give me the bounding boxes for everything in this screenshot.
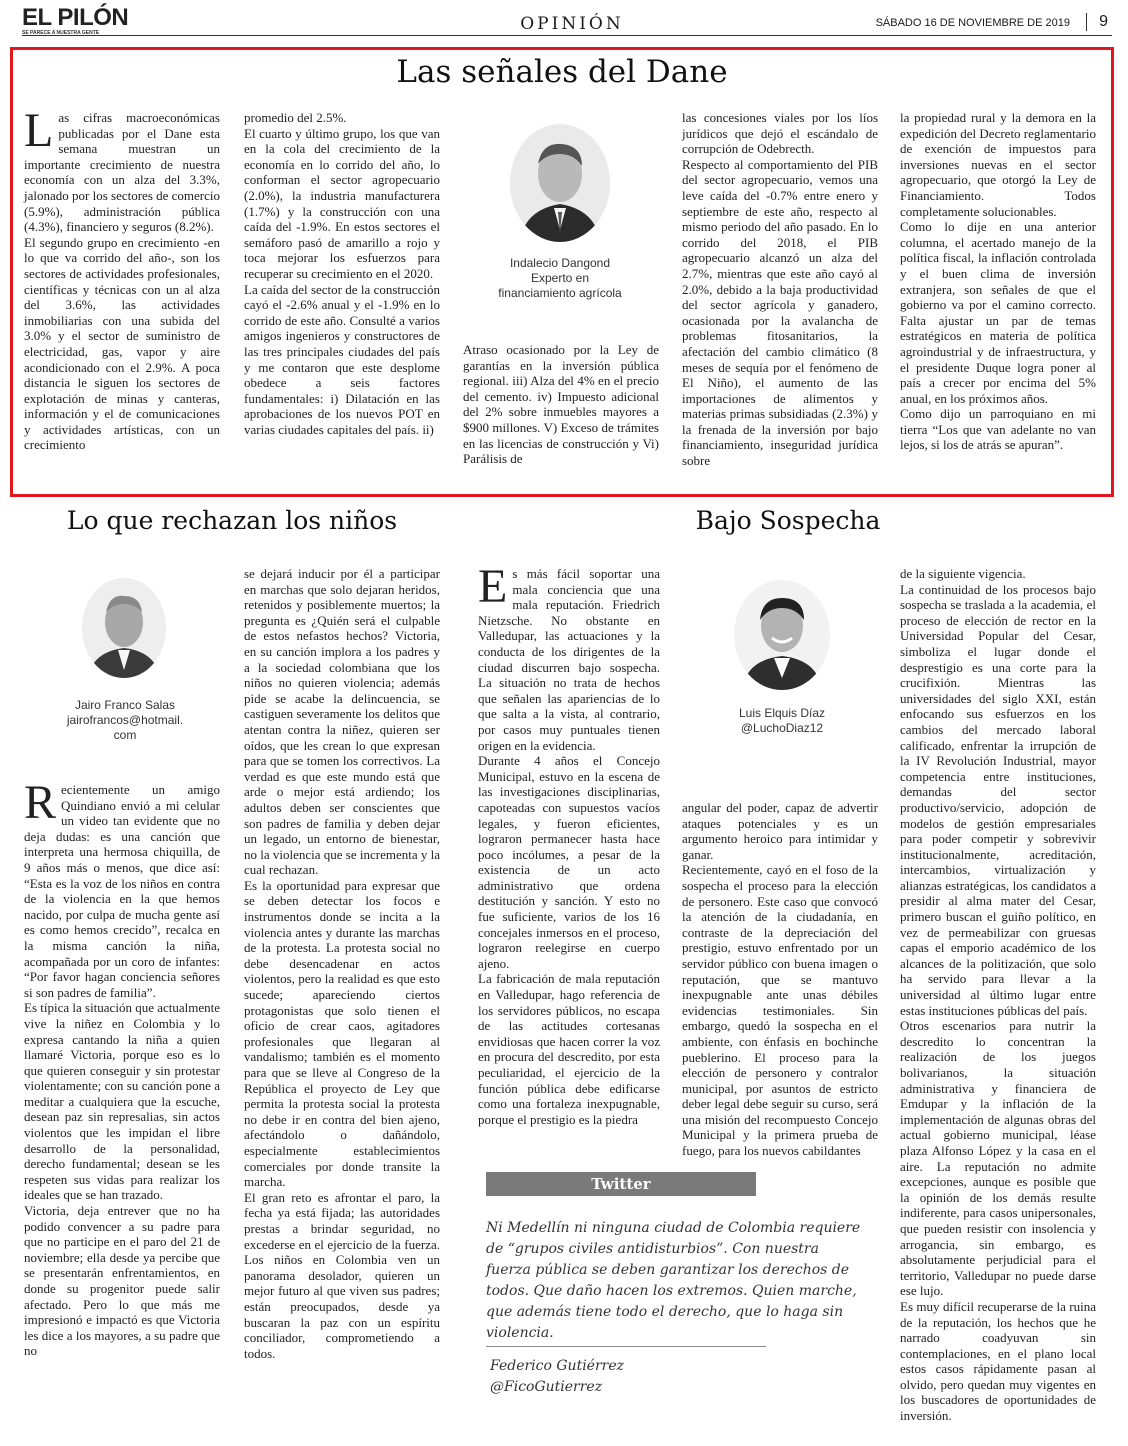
paragraph: angular del poder, capaz de advertir ataques potenciales y es un argumento heroico para intimidar y ganar. [682,800,878,862]
author-photo [734,580,830,690]
issue-date: SÁBADO 16 DE NOVIEMBRE DE 2019 [875,17,1070,29]
paragraph: ecientemente un amigo Quindiano envió a mi celular un video tan evidente que no deja dudas: es una canción que interpreta una hermosa chiquilla, de 9 años más o menos, que dice así: “Esta es la voz de los niños en contra de la violencia en la que hemos nacido, por culpa de mucha gente así es como hemos crecido”, recalca en la misma canción la niña, acompañada por un coro de infantes: “Por favor hagan conciencia señores si son padres de familia”. [24,782,220,1000]
paragraph: las concesiones viales por los líos jurídicos que dejó el escándalo de corrupción de Odebrecth. [682,110,878,157]
tweet-author [490,1356,624,1398]
article-column [463,342,659,467]
paragraph: Victoria, deja entrever que no ha podido convencer a su padre para que no participe en el paro del 21 de noviembre; ella desde ya percibe que se presentarán enfrentamientos, en donde su progenitor puede salir afectado. Pero lo que más me impresionó e impactó es que Victoria les dice a los mayores, a su padre que no [24,1203,220,1359]
article-column [478,560,660,1127]
page-number: 9 [1086,13,1108,31]
author-caption [712,706,852,736]
drop-cap: E [478,560,508,613]
article-column [682,110,878,469]
divider [486,1346,766,1347]
drop-cap: L [24,104,54,157]
section-name: OPINIÓN [520,14,624,34]
paragraph: El cuarto y último grupo, los que van en la cola del crecimiento de la economía en lo corrido del año, lo conforman el sector agropecuario (2.0%), la industria manufacturera (1.7%) y la construcción con una caída del -1.9%. En estos sectores el semáforo pasó de amarillo a rojo y toca mejorar los esfuerzos para recuperar su crecimiento en el 2020. [244,125,440,281]
paragraph: La fabricación de mala reputación en Valledupar, hago referencia de los servidores públicos, no escapa de las actitudes cortesanas envidiosas que hacen correr la voz en procura del descredito, por esta peculiaridad, el ejercicio de la función pública debe edificarse como una fortaleza inexpugnable, porque el prestigio es la piedra [478,971,660,1127]
article-title: Bajo Sospecha [695,506,881,535]
article-column [900,566,1096,1424]
paragraph: Otros escenarios para nutrir la descredito lo concentran la realización de los juegos bolivarianos, la situación administrativa y financiera de Emdupar y la inflación de la implementación de algunas obras del actual gobierno municipal, léase plaza Alfonso López y la casa en el aire. La reputación no admite excepciones, aunque es posible que la opinión de los demás resulte indiferente, para casos unipersonales, que pueden resistir con insolencia y arrogancia, sin embargo, es absolutamente perjudicial para el territorio, Valledupar no puede darse ese lujo. [900,1018,1096,1299]
paragraph: La caída del sector de la construcción cayó el -2.6% anual y el -1.9% en lo corrido de este año. Consulté a varios amigos ingenieros y constructores de las tres principales ciudades del país y me contaron que este desplome obedece a seis factores fundamentales: i) Dilatación en las aprobaciones de los nuevos POT en varias ciudades capitales del país. ii) [244,281,440,437]
tweet-quote: Ni Medellín ni ninguna ciudad de Colombia requiere de “grupos civiles antidisturbios”. Con nuestra fuerza pública se deben garantizar los derechos de todos. Que daño hacen los extremos. Quien marche, que además tiene todo el derecho, que lo haga sin violencia. [486,1220,861,1341]
paragraph: Es la oportunidad para expresar que se deben detectar los focos e instrumentos donde se incita a la violencia antes y durante las marchas de la protesta. La protesta social no debe desencadenar en actos violentos, pero la realidad es que esto sucede; apareciendo ciertos protagonistas que solo tienen el oficio de crear caos, agitadores profesionales que llegaran al vandalismo; también es el momento para que se lleve al Congreso de la República el proyecto de Ley que permita la protesta social la protesta no debe ir en contra del bien ajeno, afectándolo o dañándolo, especialmente establecimientos comerciales por donde transite la marcha. [244,877,440,1190]
article-column [900,110,1096,453]
paragraph: Atraso ocasionado por la Ley de garantías en la inversión pública regional. iii) Alza del 4% en el precio del cemento. iv) Impuesto adicional del 2% sobre inmuebles mayores a $900 millones. V) Exceso de trámites en las licencias de construcción y Vi) Parálisis de [463,342,659,467]
article-title: Lo que rechazan los niños [66,506,398,535]
author-caption [490,256,630,301]
author-role: financiamiento agrícola [498,286,622,300]
author-email: jairofrancos@hotmail. [66,713,184,727]
paragraph: as cifras macroeconómicas publicadas por el Dane esta semana muestran un importante crecimiento de nuestra economía con un alza del 3.3%, jalonado por los sectores de comercio (5.9%), administración pública (4.3%), financiero y seguros (8.2%). [24,110,221,235]
article-column [244,566,440,1361]
author-photo [82,578,166,678]
paragraph: Durante 4 años el Concejo Municipal, estuvo en la escena de las investigaciones disciplinarias, capoteadas con supuestos vacíos legales, y fueron eficientes, lograron permanecer hasta hace poco incólumes, a pesar de la existencia de un acto administrativo que ordena destitución y sanción. Y esto no fue suficiente, varios de los 16 concejales inmersos en el proceso, lograron reelegirse en cuerpo ajeno. [478,753,660,971]
paragraph: Como dijo un parroquiano en mi tierra “Los que van adelante no van lejos, si los de atrás se apuran”. [900,406,1096,453]
paragraph: de la siguiente vigencia. [900,566,1026,581]
paragraph: Es muy difícil recuperarse de la ruina de la reputación, los hechos que he narrado coadyuvan sin contemplaciones, en el plano local estos casos rápidamente pasan al olvido, pero quedan muy vigentes en los buscadores de oportunidades de inversión. [900,1298,1096,1424]
twitter-label: Twitter [591,1175,651,1193]
tweet-author-handle: @FicoGutierrez [490,1379,603,1395]
paragraph: La continuidad de los procesos bajo sospecha se traslada a la academia, el proceso de elección de rector en la Universidad Popular del Cesar, simboliza el lugar donde el desprestigio es una corte para la crucifixión. Mientras las universidades del siglo XXI, están enfocando sus esfuerzos en los cambios del mercado laboral calificado, enfrentar la irrupción de la IV Revolución Industrial, mayor competencia entre instituciones, demandas del sector productivo/servicio, adopción de modelos de gestión empresariales para poder competir y sobrevivir institucionalmente, acreditación, intercambios, virtualización y alianzas estratégicas, los candidatos a presidir al alma mater del Cesar, primero buscan el guiño político, en vez de permeabilizar con gruesas capas el emporio académico de los alcances de la politización, que solo ha servido para llevar a la universidad al último lugar entre estas instituciones públicas del país. [900,581,1096,1018]
tweet-author-name: Federico Gutiérrez [490,1358,625,1374]
paragraph: Respecto al comportamiento del PIB del sector agropecuario, vemos una leve caída del -0.7% entre enero y septiembre de este año, respecto al mismo periodo del año pasado. En lo corrido del 2018, el PIB agropecuario alcanzó un alza del 2.7%, mientras que este año cayó al 2.0%, debido a la baja productividad del sector agrícola y ganadero, ocasionada por la avalancha de problemas fitosanitarios, la afectación del cambio climático (8 meses de sequía por el fenómeno de El Niño), el aumento de las importaciones de alimentos y materias primas subsidiadas (2.3%) y la frenada de la inversión por bajo financiamiento, inseguridad jurídica sobre [682,156,878,469]
paragraph: El segundo grupo en crecimiento -en lo que va corrido del año-, son los sectores de actividades profesionales, científicas y técnicas con un al alza del 3.6%, las actividades inmobiliarias con una subida del 3.0% y el sector de suministro de electricidad, gas, vapor y aire acondicionado con el 2.9%. A poca distancia le siguen los sectores de explotación de minas y canteras, información y el de comunicaciones y actividades artísticas, con un crecimiento [24,234,220,453]
paragraph: Recientemente, cayó en el foso de la sospecha el proceso para la elección de personero. Este caso que convocó la atención de la ciudadanía, en contraste de la depreciación del prestigio, estuvo enfrentado por un servidor público con buena imagen o reputación, que se mantuvo inexpugnable ante unas débiles evidencias testimoniales. Sin embargo, quedó la sospecha en el ambiente, con énfasis en bochinche pueblerino. El proceso para la elección de personero y contralor municipal, por asuntos de estricto deber legal debe seguir su curso, será una misión del recompuesto Concejo Municipal y la primera prueba de fuego, para los nuevos cabildantes [682,862,878,1159]
paragraph: El gran reto es afrontar el paro, la fecha ya está fijada; las autoridades prestas a brindar seguridad, no excederse en el ejercicio de la fuerza. Los niños en Colombia ven un panorama desolador, quieren un mejor futuro al que viven sus padres; están preocupados, desde ya buscaran la paz con un espíritu conciliador, comprometiendo a todos. [244,1189,440,1361]
drop-cap: R [24,776,57,829]
paragraph: promedio del 2.5%. [244,110,347,125]
paragraph: la propiedad rural y la demora en la expedición del Decreto reglamentario de exención de impuestos para inversiones nuevas en el sector agropecuario, que otorgó la Ley de Financiamiento. Todos completamente solucionables. [900,110,1096,219]
article-title: Las señales del Dane [396,54,728,90]
author-email: com [113,728,137,742]
author-name: Indalecio Dangond [509,256,611,270]
twitter-banner [486,1172,756,1196]
article-column [24,104,221,453]
author-caption [60,698,190,743]
newspaper-logo: EL PILÓN [22,4,129,31]
paragraph: se dejará inducir por él a participar en marchas que solo dejaran heridos, retenidos y posiblemente muertos; la pregunta es ¿Quién será el culpable de estos nefastos hechos? Victoria, en su canción implora a los padres y a la sociedad colombiana que los niños no quieren violencia; además pide se acabe la delincuencia, se castiguen severamente los delitos que atentan contra la niñez, quieren ser oídos, que les crean lo que expresan para que se tomen los correctivos. La verdad es que este mundo está que arde o mejor está ardiendo; los adultos deben ser conscientes que son padres de familia y deben dejar un legado, un entorno de bienestar, no la violencia que se incrementa y la cual rechazan. [244,566,441,878]
article-column [682,800,878,1159]
paragraph: s más fácil soportar una mala conciencia que una mala reputación. Friedrich Nietzsche. No obstante en Valledupar, las actuaciones y la conducta de los dirigentes de la ciudad discurren bajo sospecha. La situación no trata de hechos que señalen las apariencias de lo que salta a la vista, al contrario, por casos muy puntuales tienen origen en la evidencia. [478,566,660,753]
paragraph: Como lo dije en una anterior columna, el acertado manejo de la política fiscal, la inflación controlada y el buen clima de inversión extranjera, son señales de que el gobierno va por el camino correcto. Falta ajustar un par de temas estratégicos en materia de política agroindustrial y de infraestructura, y el presidente Duque logra poner al país a crecer por encima del 5% anual, en los próximos años. [900,219,1096,406]
author-handle: @LuchoDiaz12 [740,721,824,735]
author-photo [510,124,610,242]
author-role: Experto en [530,271,590,285]
masthead [22,6,1112,36]
article-column [24,776,221,1359]
paragraph: Es típica la situación que actualmente vive la niñez en Colombia y lo expresa cantando la niña a quien llamaré Victoria, porque eso es lo que quieren conseguir y sin protestar violentamente; con su canción pone a meditar a cualquiera que la escuche, desean paz sin represalias, sin actos violentos que les impidan el libre desarrollo de la personalidad, derecho fundamental; desean se les respeten sus vidas para realizar los ideales que se han trazado. [24,1000,221,1203]
article-column [244,110,440,437]
author-name: Jairo Franco Salas [74,698,176,712]
newspaper-tagline: SE PARECE A NUESTRA GENTE [22,30,100,36]
author-name: Luis Elquis Díaz [738,706,826,720]
